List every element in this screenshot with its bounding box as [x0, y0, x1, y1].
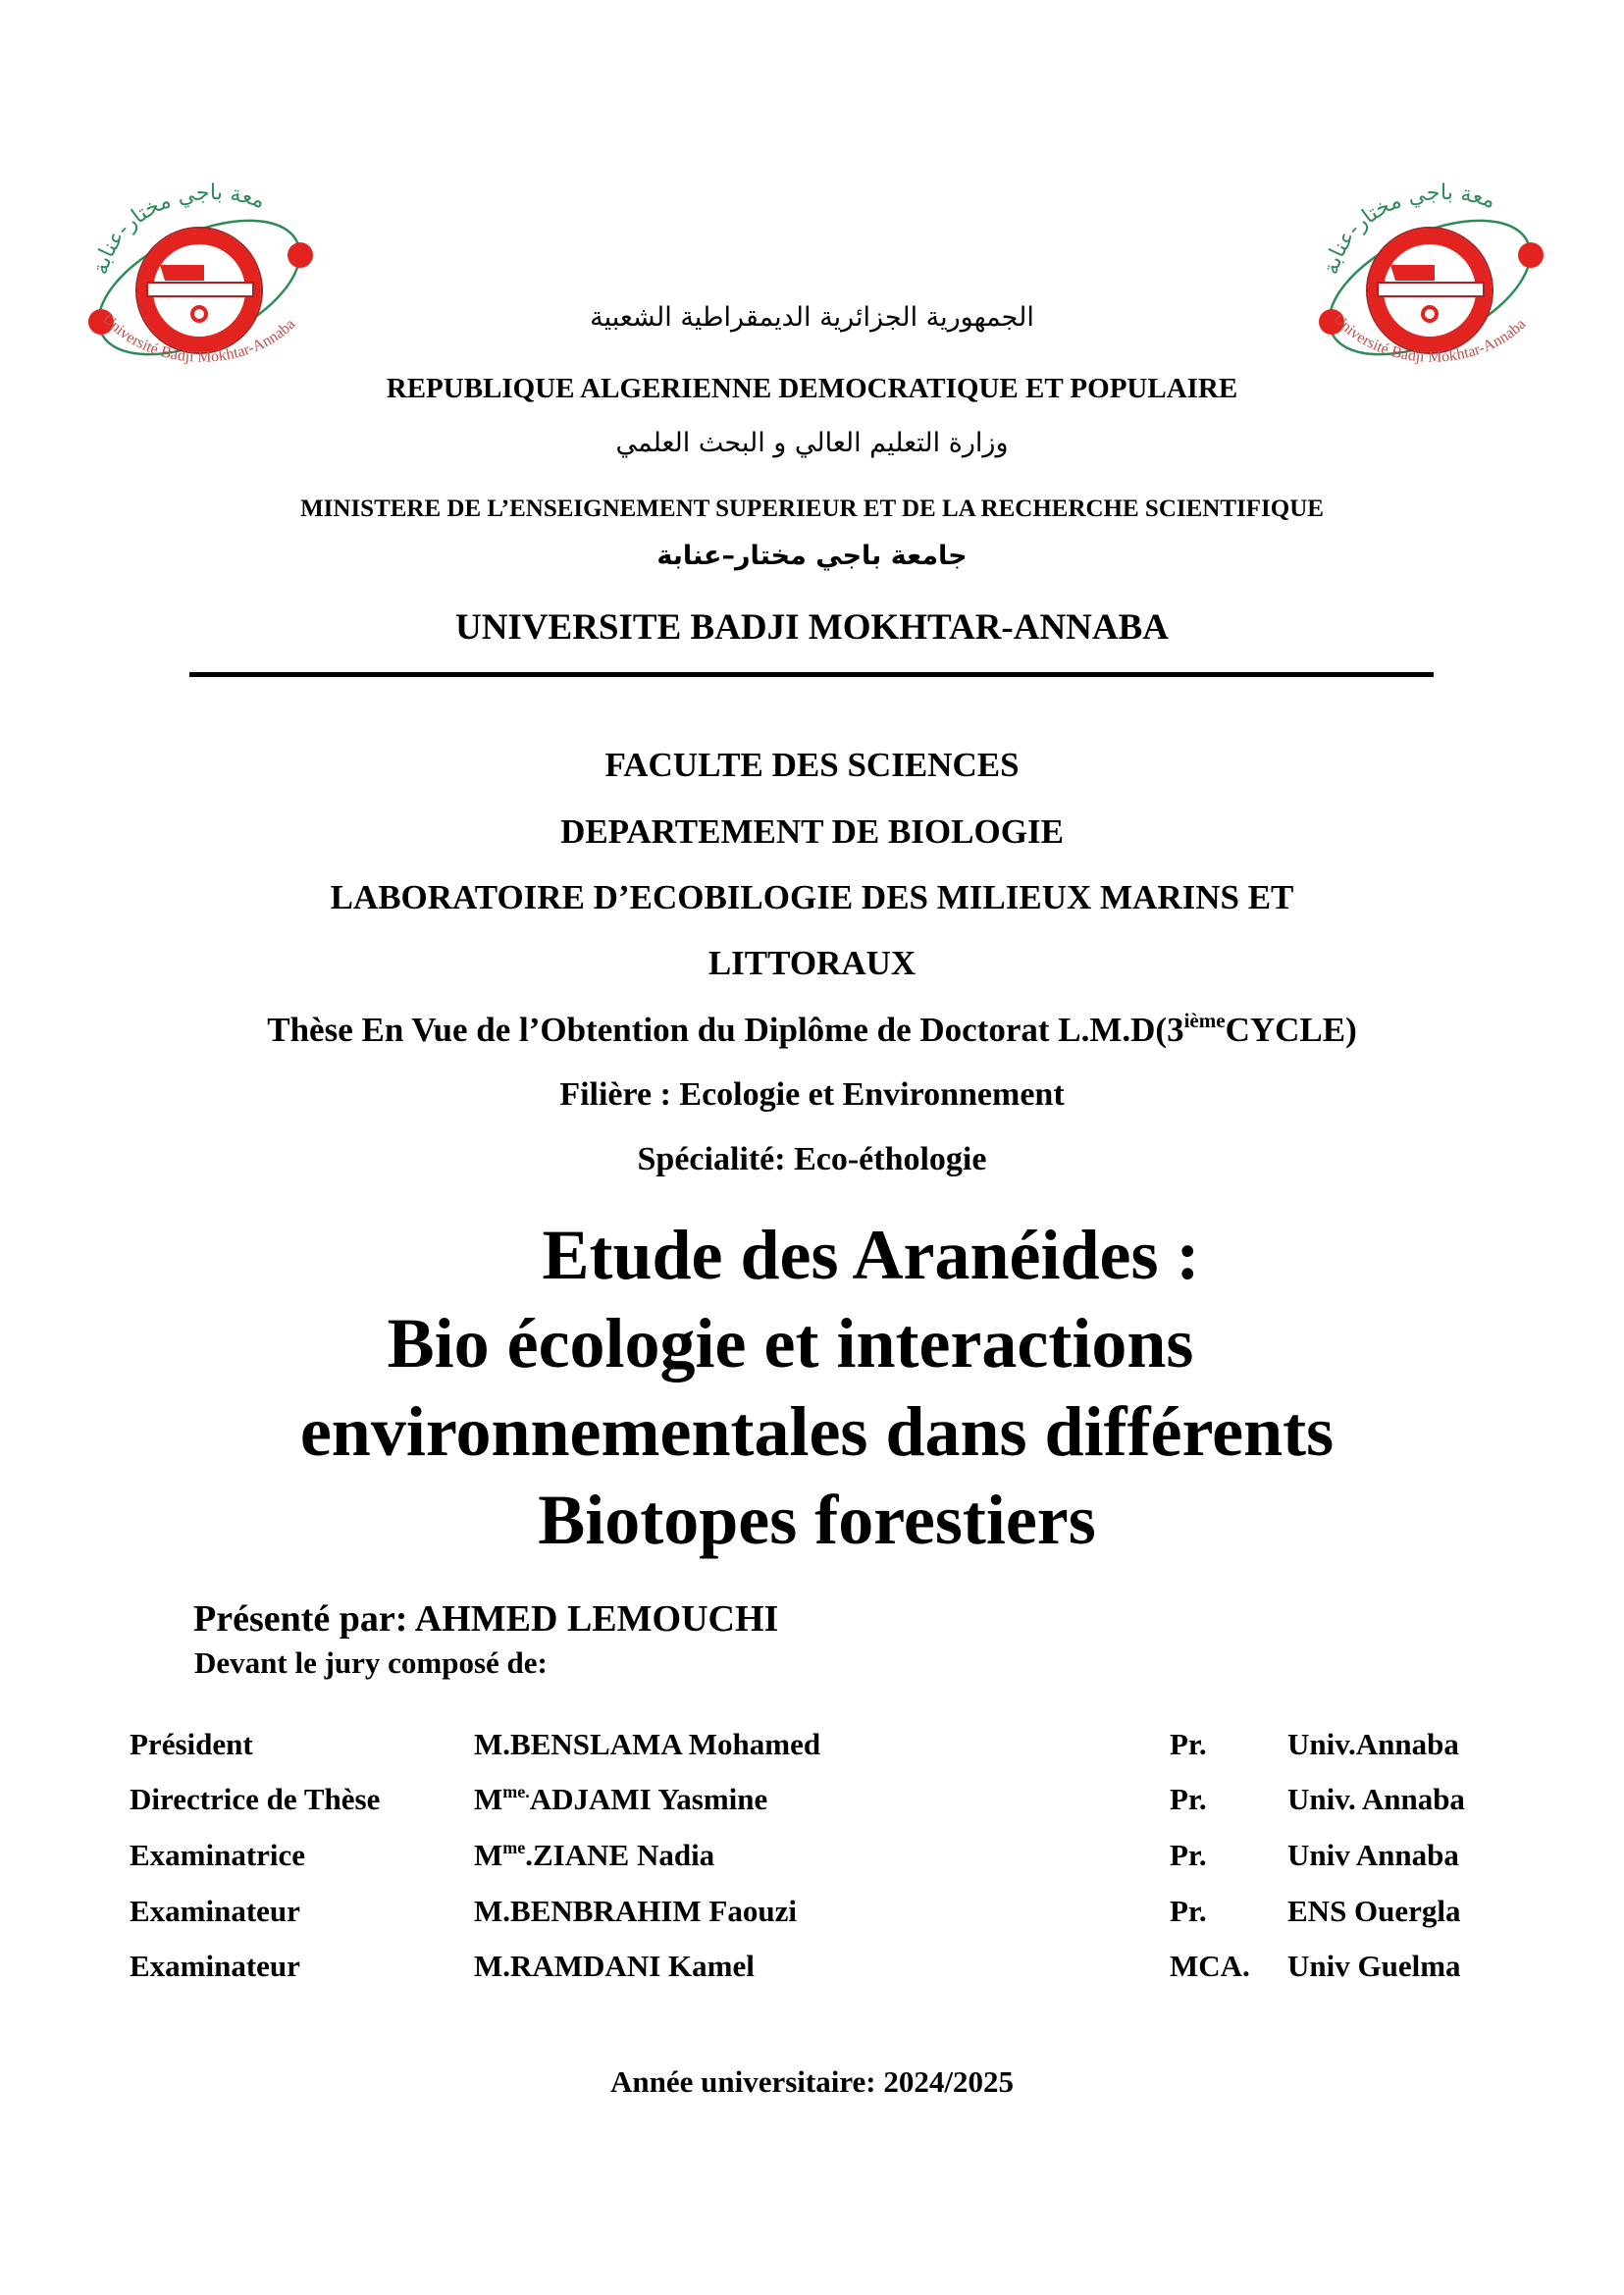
republic-name: REPUBLIQUE ALGERIENNE DEMOCRATIQUE ET POPULAIRE — [386, 373, 1238, 404]
jury-grade: Pr. — [1170, 1838, 1207, 1872]
svg-text:Université Badji Mokhtar-Annab: Université Badji Mokhtar-Annaba — [1330, 310, 1530, 366]
academic-year: Année universitaire: 2024/2025 — [609, 2064, 1014, 2099]
laboratory-name-line1: LABORATOIRE D’ECOBILOGIE DES MILIEUX MARINS ET — [330, 878, 1294, 916]
jury-role: Examinateur — [130, 1949, 300, 1983]
jury-grade: Pr. — [1170, 1894, 1207, 1928]
thesis-title-line: Etude des Aranéides : — [542, 1216, 1200, 1294]
arabic-republic-name: الجمهورية الجزائرية الديمقراطية الشعبية — [590, 302, 1034, 333]
arabic-ministry-name: وزارة التعليم العالي و البحث العلمي — [615, 428, 1009, 458]
thesis-title-line: Biotopes forestiers — [538, 1481, 1096, 1559]
svg-text:Université Badji Mokhtar-Annab: Université Badji Mokhtar-Annaba — [99, 310, 299, 366]
diploma-statement — [0, 1011, 1624, 1050]
jury-institution: Univ.Annaba — [1287, 1727, 1459, 1761]
jury-grade: Pr. — [1170, 1782, 1207, 1816]
jury-row — [0, 1782, 1624, 1821]
svg-text:جامعة باجي مختار-عنابة: معة باجي مختار-عنابة — [88, 181, 269, 278]
jury-institution: Univ Guelma — [1287, 1949, 1461, 1983]
jury-member: $M^{me}.ZIANE$ Nadia — [474, 1838, 715, 1872]
jury-institution: ENS Ouergla — [1287, 1894, 1461, 1928]
jury-role: Président — [130, 1727, 253, 1761]
diploma-superscript: ième — [1183, 1009, 1226, 1032]
university-name: UNIVERSITE BADJI MOKHTAR-ANNABA — [454, 607, 1170, 648]
presented-by: Présenté par: AHMED LEMOUCHI — [193, 1598, 779, 1640]
thesis-title-line: environnementales dans différents — [299, 1392, 1335, 1471]
jury-intro: Devant le jury composé de: — [194, 1645, 548, 1680]
jury-row — [0, 1838, 1624, 1877]
jury-role: Directrice de Thèse — [130, 1782, 381, 1816]
jury-grade: MCA. — [1170, 1949, 1250, 1983]
university-emblem-icon — [1297, 175, 1562, 391]
jury-row — [0, 1894, 1624, 1933]
laboratory-name-line2: LITTORAUX — [707, 944, 917, 982]
thesis-title-line: Bio écologie et interactions — [387, 1304, 1194, 1382]
university-logo-right — [1297, 175, 1562, 391]
jury-member: $M^{me.}ADJAMI$ Yasmine — [474, 1782, 768, 1816]
arabic-university-name: جامعة باجي مختار–عنابة — [656, 541, 968, 571]
jury-grade: Pr. — [1170, 1727, 1207, 1761]
ministry-name: MINISTERE DE L’ENSEIGNEMENT SUPERIEUR ET DE LA RECHERCHE SCIENTIFIQUE — [300, 496, 1324, 522]
jury-row — [0, 1727, 1624, 1766]
university-logo-left — [67, 175, 332, 391]
university-emblem-icon — [67, 175, 332, 391]
jury-member: M.BENSLAMA Mohamed — [474, 1727, 821, 1761]
jury-member: M.RAMDANI Kamel — [474, 1949, 755, 1983]
jury-institution: Univ. Annaba — [1287, 1782, 1465, 1816]
faculty-name: FACULTE DES SCIENCES — [604, 746, 1020, 784]
svg-text:جامعة باجي مختار-عنابة: معة باجي مختار-عنابة — [1319, 181, 1499, 278]
jury-role: Examinateur — [130, 1894, 300, 1928]
header-divider — [189, 672, 1434, 677]
department-name: DEPARTEMENT DE BIOLOGIE — [560, 812, 1064, 851]
diploma-suffix: CYCLE) — [1225, 1011, 1357, 1049]
jury-member: M.BENBRAHIM Faouzi — [474, 1894, 797, 1928]
jury-role: Examinatrice — [130, 1838, 306, 1872]
specialite: Spécialité: Eco-éthologie — [637, 1141, 987, 1177]
filiere: Filière : Ecologie et Environnement — [559, 1076, 1065, 1113]
diploma-prefix: Thèse En Vue de l’Obtention du Diplôme de Doctorat L.M.D(3 — [267, 1011, 1184, 1049]
jury-row — [0, 1949, 1624, 1988]
jury-institution: Univ Annaba — [1287, 1838, 1459, 1872]
